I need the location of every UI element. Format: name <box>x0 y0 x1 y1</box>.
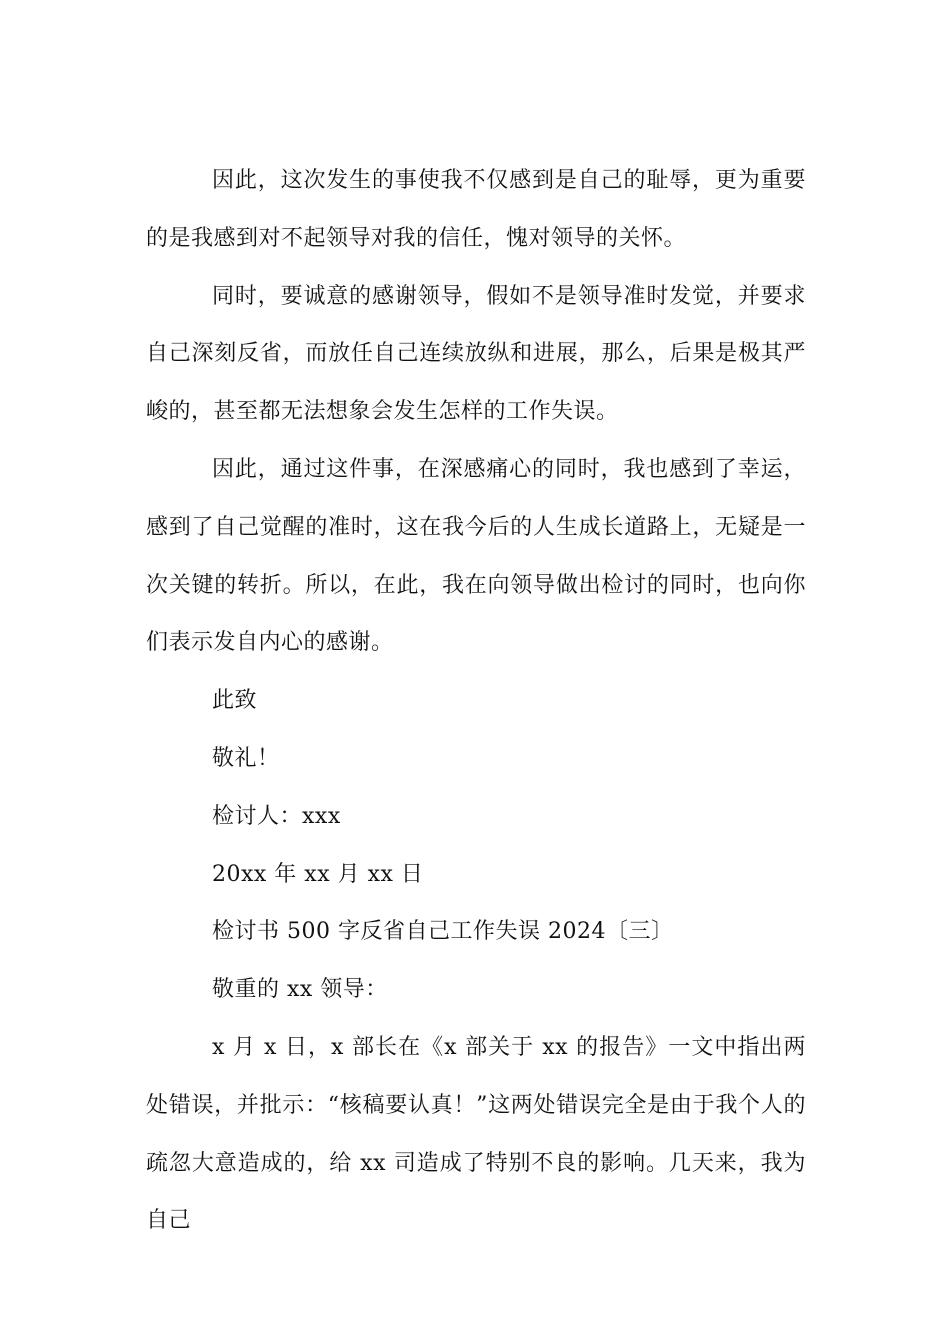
paragraph-shame: 因此，这次发生的事使我不仅感到是自己的耻辱，更为重要的是我感到对不起领导对我的信任，愧对领导的关怀。 <box>146 168 806 251</box>
document-body <box>146 152 806 1250</box>
date-line: 20xx 年 xx 月 xx 日 <box>212 861 424 887</box>
paragraph-gratitude: 同时，要诚意的感谢领导，假如不是领导准时发觉，并要求自己深刻反省，而放任自己连续放纵和进展，那么，后果是极其严峻的，甚至都无法想象会发生怎样的工作失误。 <box>146 283 806 425</box>
signatory-line: 检讨人：xxx <box>212 803 341 829</box>
paragraph-turning-point: 因此，通过这件事，在深感痛心的同时，我也感到了幸运，感到了自己觉醒的准时，这在我今后的人生成长道路上，无疑是一次关键的转折。所以，在此，我在向领导做出检讨的同时，也向你们表示发自内心的感谢。 <box>146 456 806 656</box>
section-title: 检讨书 500 字反省自己工作失误 2024〔三〕 <box>212 919 674 945</box>
salute-line: 敬礼！ <box>212 745 280 771</box>
closing-line: 此致 <box>212 688 258 714</box>
greeting-line: 敬重的 xx 领导： <box>212 977 388 1003</box>
paragraph-errors: x 月 x 日，x 部长在《x 部关于 xx 的报告》一文中指出两处错误，并批示：“核稿要认真！”这两处错误完全是由于我个人的疏忽大意造成的，给 xx 司造成了特别不良的影响。几天来，我为自己 <box>146 1034 806 1234</box>
